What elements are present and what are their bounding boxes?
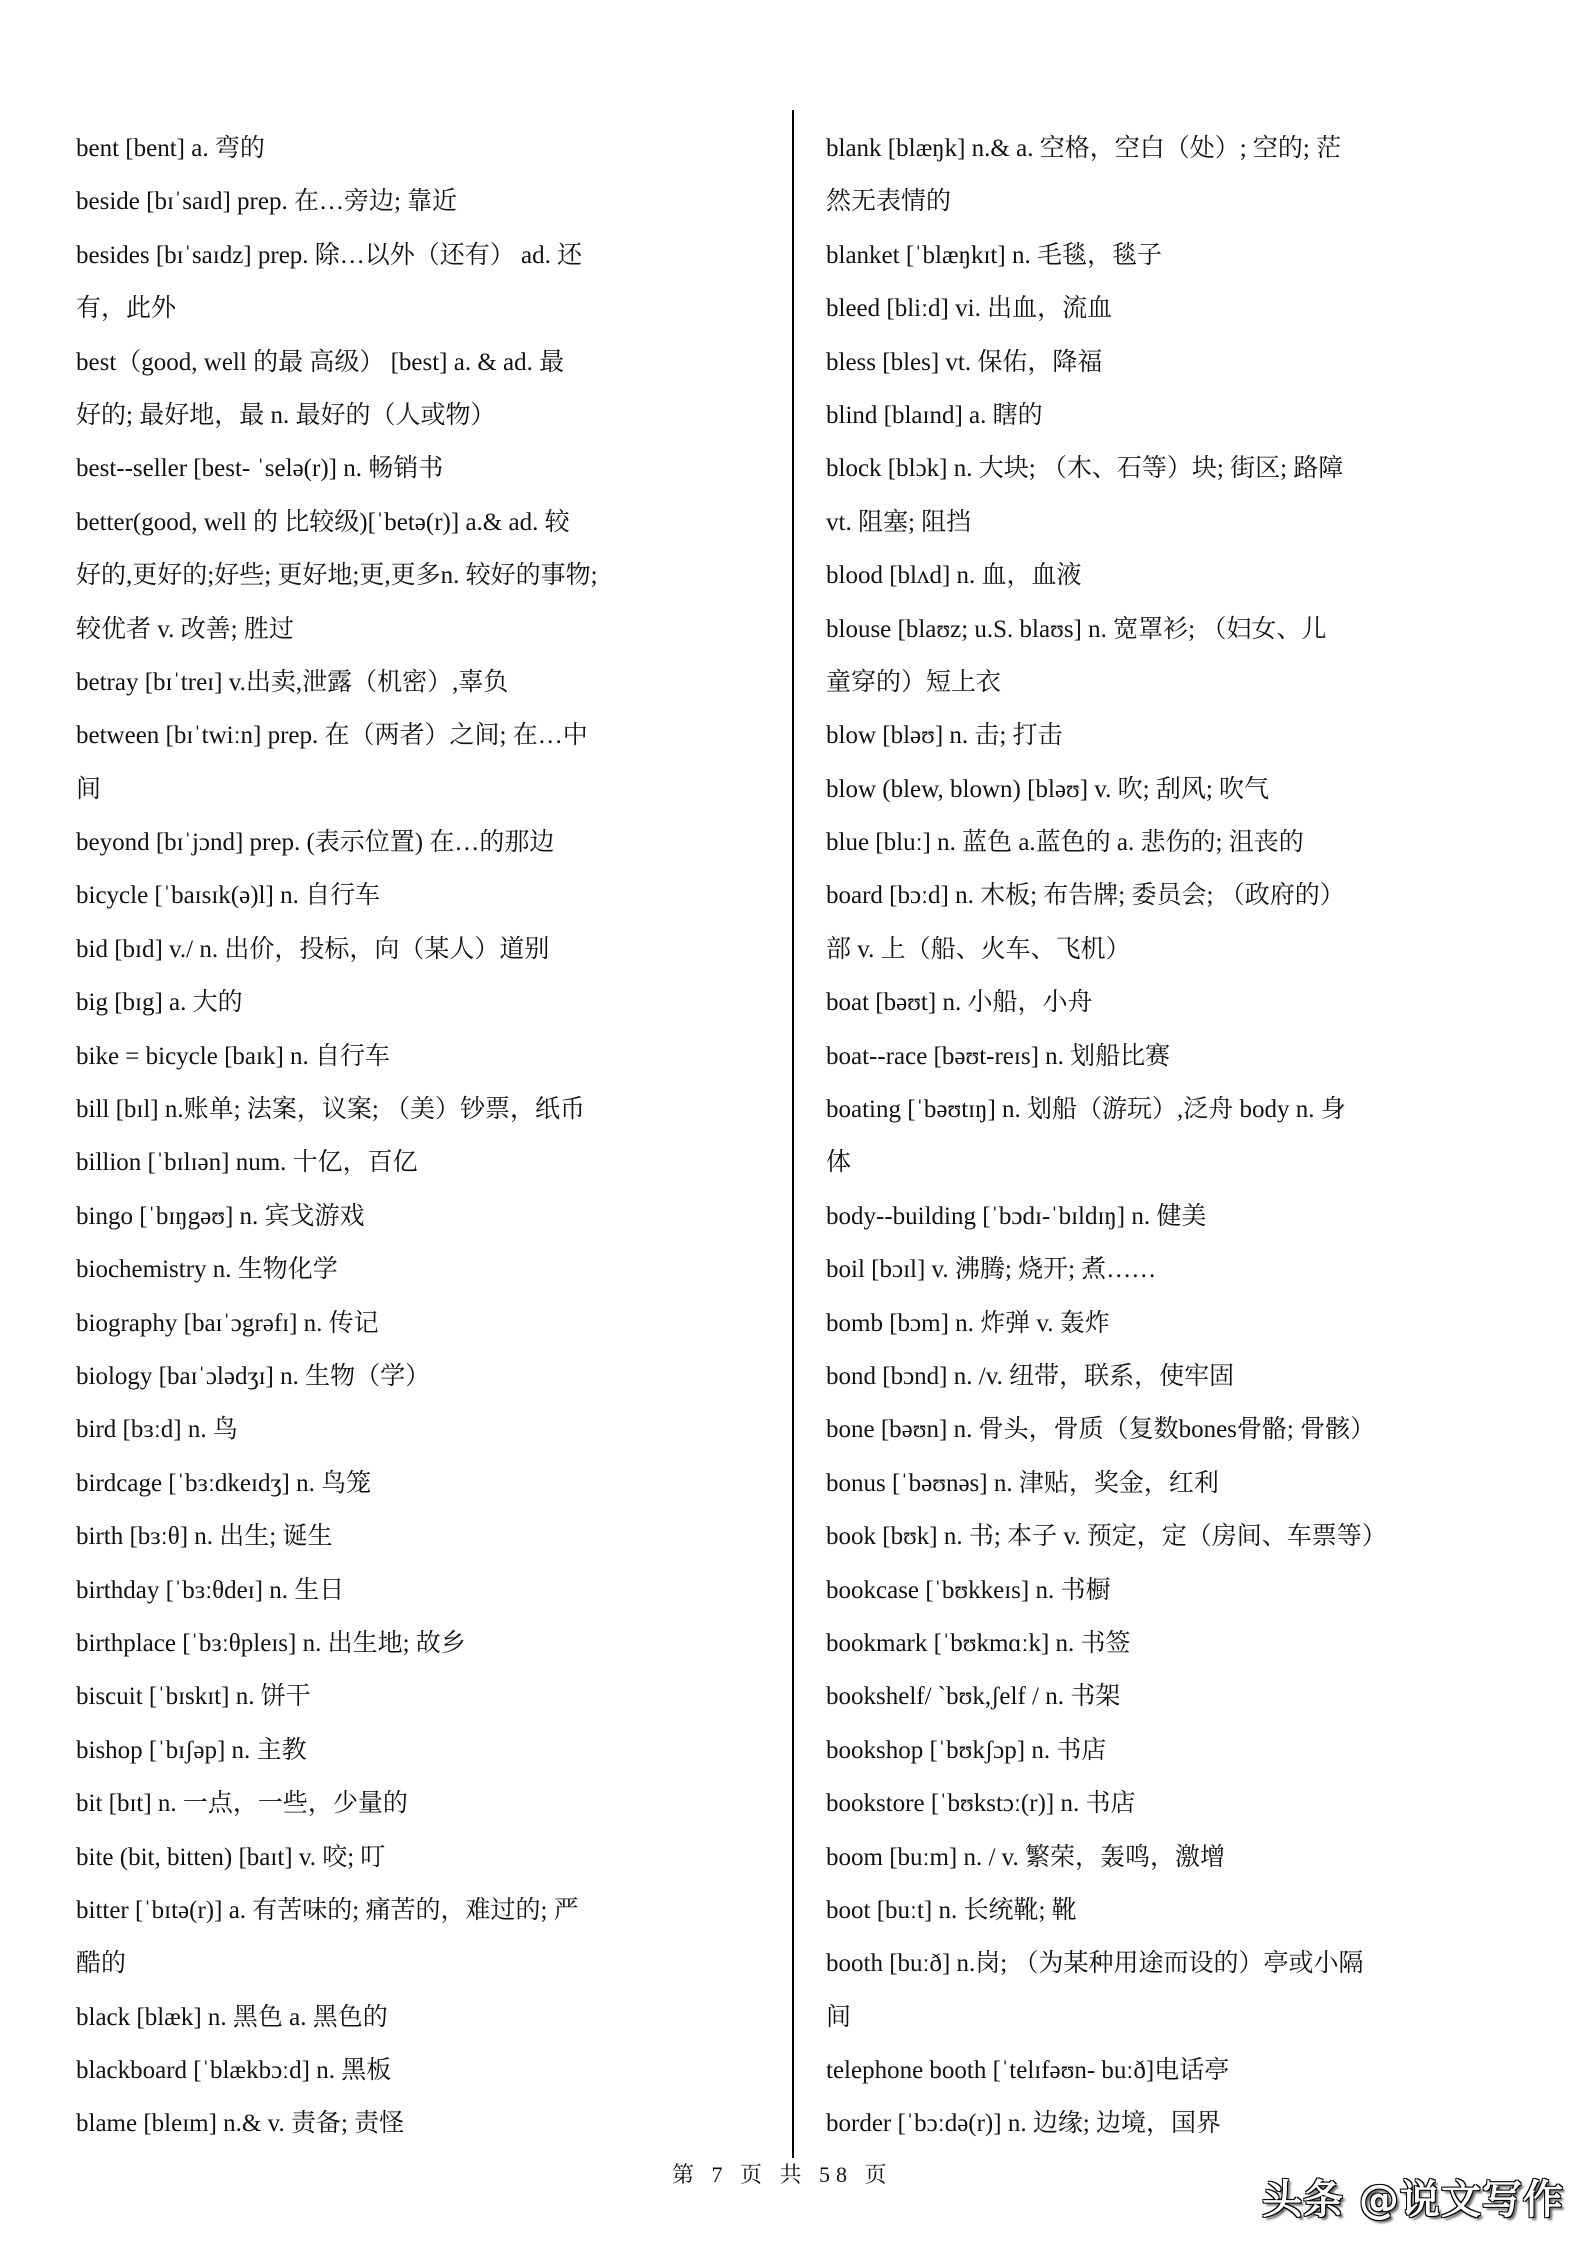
vocab-line: bookstore [ˈbʊkstɔː(r)] n. 书店 [826, 1790, 1136, 1818]
vocab-line: betray [bɪˈtreɪ] v.出卖,泄露（机密）,辜负 [76, 668, 509, 696]
vocab-line: 部 v. 上（船、火车、飞机） [826, 935, 1131, 963]
page-footer: 第 7 页 共 58 页 [672, 2162, 893, 2187]
vocab-line: 好的,更好的;好些; 更好地;更,更多n. 较好的事物; [76, 562, 598, 590]
vocab-line: bicycle [ˈbaɪsɪk(ə)l] n. 自行车 [76, 882, 381, 910]
vocab-line: blood [blʌd] n. 血，血液 [826, 562, 1082, 590]
vocab-line: boating [ˈbəʊtɪŋ] n. 划船（游玩）,泛舟 body n. 身 [826, 1096, 1346, 1124]
vocab-line: blackboard [ˈblækbɔːd] n. 黑板 [76, 2057, 392, 2085]
vocab-line: blow (blew, blown) [bləʊ] v. 吹; 刮风; 吹气 [826, 775, 1270, 803]
vocab-line: blind [blaɪnd] a. 瞎的 [826, 401, 1043, 429]
vocab-line: boom [buːm] n. / v. 繁荣，轰鸣，激增 [826, 1843, 1226, 1871]
vocab-line: boat [bəʊt] n. 小船，小舟 [826, 989, 1093, 1017]
vocab-line: bite (bit, bitten) [baɪt] v. 咬; 叮 [76, 1843, 386, 1871]
vocab-line: board [bɔːd] n. 木板; 布告牌; 委员会; （政府的） [826, 882, 1345, 910]
vocab-line: 酷的 [76, 1950, 127, 1978]
vocab-line: block [blɔk] n. 大块; （木、石等）块; 街区; 路障 [826, 455, 1344, 483]
vocab-line: bike = bicycle [baɪk] n. 自行车 [76, 1042, 391, 1070]
vocab-line: body--building [ˈbɔdɪ-ˈbɪldɪŋ] n. 健美 [826, 1202, 1207, 1230]
vocab-line: biochemistry n. 生物化学 [76, 1256, 338, 1284]
vocab-line: border [ˈbɔːdə(r)] n. 边缘; 边境，国界 [826, 2110, 1222, 2138]
vocab-line: birthday [ˈbɜːθdeɪ] n. 生日 [76, 1576, 345, 1604]
vocab-line: billion [ˈbɪlɪən] num. 十亿，百亿 [76, 1149, 418, 1177]
vocab-line: between [bɪˈtwiːn] prep. 在（两者）之间; 在…中 [76, 722, 588, 750]
vocab-line: blow [bləʊ] n. 击; 打击 [826, 722, 1063, 750]
vocab-line: bless [bles] vt. 保佑，降福 [826, 348, 1103, 376]
vocab-line: bonus [ˈbəʊnəs] n. 津贴，奖金，红利 [826, 1469, 1219, 1497]
vocab-line: 好的; 最好地，最 n. 最好的（人或物） [76, 401, 496, 429]
vocab-line: blouse [blaʊz; u.S. blaʊs] n. 宽罩衫; （妇女、儿 [826, 615, 1327, 643]
vocab-line: blue [bluː] n. 蓝色 a.蓝色的 a. 悲伤的; 沮丧的 [826, 829, 1304, 857]
vocab-line: bookshelf/ `bʊk,ʃelf / n. 书架 [826, 1683, 1121, 1711]
vocab-line: bitter [ˈbɪtə(r)] a. 有苦味的; 痛苦的，难过的; 严 [76, 1896, 579, 1924]
vocab-line: biography [baɪˈɔgrəfɪ] n. 传记 [76, 1309, 379, 1337]
vocab-line: birthplace [ˈbɜːθpleɪs] n. 出生地; 故乡 [76, 1629, 466, 1657]
vocab-line: better(good, well 的 比较级)[ˈbetə(r)] a.& ad. 较 [76, 508, 570, 536]
column-divider [792, 110, 794, 2158]
vocab-line: blanket [ˈblæŋkɪt] n. 毛毯，毯子 [826, 241, 1162, 269]
vocab-line: blame [bleɪm] n.& v. 责备; 责怪 [76, 2110, 405, 2138]
vocab-line: best--seller [best- ˈselə(r)] n. 畅销书 [76, 455, 444, 483]
vocab-line: 较优者 v. 改善; 胜过 [76, 615, 294, 643]
vocab-line: bit [bɪt] n. 一点，一些，少量的 [76, 1790, 408, 1818]
vocab-line: bone [bəʊn] n. 骨头，骨质（复数bones骨骼; 骨骸） [826, 1416, 1376, 1444]
vocab-line: black [blæk] n. 黑色 a. 黑色的 [76, 2003, 388, 2031]
vocab-line: 童穿的）短上衣 [826, 668, 1002, 696]
vocab-line: 然无表情的 [826, 188, 952, 216]
right-column [826, 122, 1526, 2151]
vocab-line: boat--race [bəʊt-reɪs] n. 划船比赛 [826, 1042, 1171, 1070]
vocab-line: boot [buːt] n. 长统靴; 靴 [826, 1896, 1077, 1924]
vocab-line: bond [bɔnd] n. /v. 纽带，联系，使牢固 [826, 1362, 1235, 1390]
watermark: 头条 @说文写作 [1262, 2177, 1564, 2223]
vocab-line: besides [bɪˈsaɪdz] prep. 除…以外（还有） ad. 还 [76, 241, 583, 269]
vocab-line: bookshop [ˈbʊkʃɔp] n. 书店 [826, 1736, 1107, 1764]
vocab-line: biscuit [ˈbɪskɪt] n. 饼干 [76, 1683, 311, 1711]
vocab-line: bookmark [ˈbʊkmɑːk] n. 书签 [826, 1629, 1131, 1657]
vocab-line: beside [bɪˈsaɪd] prep. 在…旁边; 靠近 [76, 188, 458, 216]
vocab-line: bomb [bɔm] n. 炸弹 v. 轰炸 [826, 1309, 1110, 1337]
vocab-line: birth [bɜːθ] n. 出生; 诞生 [76, 1523, 333, 1551]
vocab-line: 间 [826, 2003, 852, 2031]
vocab-line: bookcase [ˈbʊkkeɪs] n. 书橱 [826, 1576, 1111, 1604]
vocab-line: 体 [826, 1149, 852, 1177]
vocab-line: booth [buːð] n.岗; （为某种用途而设的）亭或小隔 [826, 1950, 1364, 1978]
vocab-line: book [bʊk] n. 书; 本子 v. 预定，定（房间、车票等） [826, 1523, 1387, 1551]
vocab-line: best（good, well 的最 高级） [best] a. & ad. 最 [76, 348, 565, 376]
vocab-line: bleed [bliːd] vi. 出血，流血 [826, 295, 1113, 323]
vocab-line: bingo [ˈbɪŋgəʊ] n. 宾戈游戏 [76, 1202, 365, 1230]
left-column [76, 122, 776, 2151]
vocab-line: 间 [76, 775, 102, 803]
vocab-line: vt. 阻塞; 阻挡 [826, 508, 972, 536]
vocab-line: birdcage [ˈbɜːdkeɪdʒ] n. 鸟笼 [76, 1469, 372, 1497]
vocab-line: 有，此外 [76, 295, 177, 323]
vocab-line: beyond [bɪˈjɔnd] prep. (表示位置) 在…的那边 [76, 829, 555, 857]
vocab-line: boil [bɔɪl] v. 沸腾; 烧开; 煮…… [826, 1256, 1157, 1284]
vocab-line: bird [bɜːd] n. 鸟 [76, 1416, 238, 1444]
vocab-line: bid [bɪd] v./ n. 出价，投标，向（某人）道别 [76, 935, 550, 963]
vocab-line: biology [baɪˈɔlədʒɪ] n. 生物（学） [76, 1362, 431, 1390]
vocab-line: blank [blæŋk] n.& a. 空格，空白（处）; 空的; 茫 [826, 135, 1342, 162]
vocab-line: bill [bɪl] n.账单; 法案，议案; （美）钞票，纸币 [76, 1096, 586, 1124]
vocab-line: big [bɪg] a. 大的 [76, 989, 243, 1017]
vocab-line: telephone booth [ˈtelɪfəʊn- buːð]电话亭 [826, 2057, 1230, 2085]
vocab-line: bishop [ˈbɪʃəp] n. 主教 [76, 1736, 307, 1764]
vocab-line: bent [bent] a. 弯的 [76, 135, 265, 162]
